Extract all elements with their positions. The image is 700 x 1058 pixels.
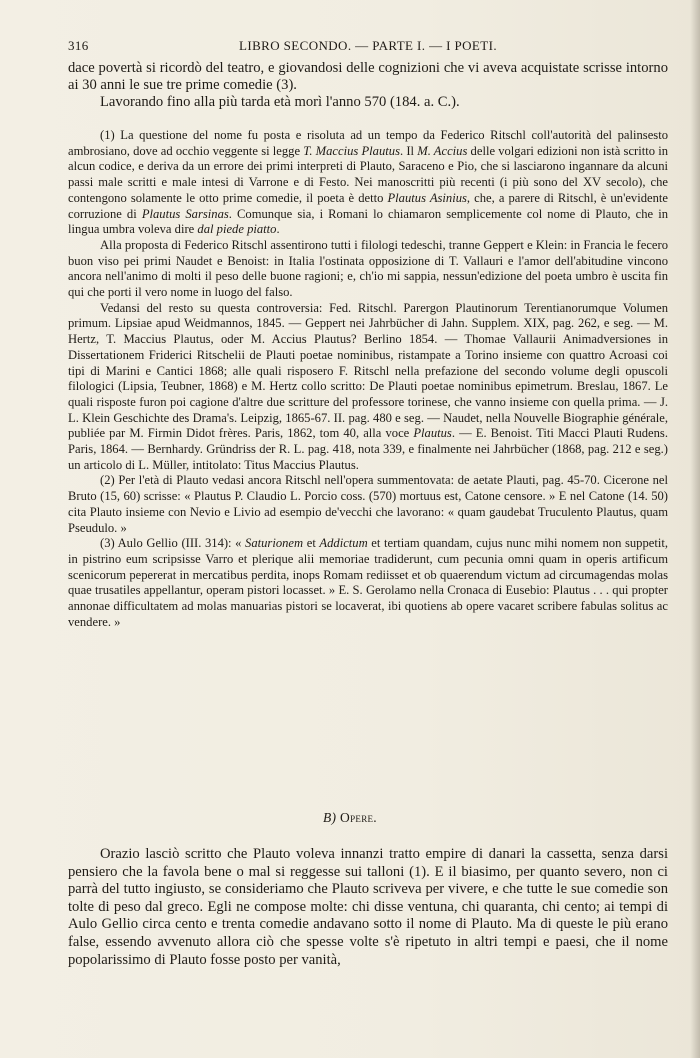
footnote-2: (2) Per l'età di Plauto vedasi ancora Ritschl nell'opera summentovata: de aetate Plauti, pag. 45-70. Cicerone nel Bruto (15, 60) scrisse: « Plautus P. Claudio L. Porcio coss. (570) mortuus est, Catone censore. » E nel Catone (14. 50) cita Plauto insieme con Nevio e Livio ad esempio de'vecchi che lavorano: « quam gaudebat Truculento Plautus, quam Pseudulo. »: [68, 473, 668, 535]
main-paragraph-1: dace povertà si ricordò del teatro, e giovandosi delle cognizioni che vi aveva acquistate scrisse intorno ai 30 anni le sue tre prime comedie (3).: [68, 60, 668, 93]
page-edge-shadow: [690, 0, 700, 1058]
footnote-1-paragraph-2: Alla proposta di Federico Ritschl assentirono tutti i filologi tedeschi, tranne Geppert e Klein: in Francia le fecero buon viso pei primi Naudet e Benoist: in Italia l'ostinata opposizione di T. Vallauri e l'amor dell'abitudine vincono ancora nell'animo di molti il peso delle buone ragioni; e, ch'io mi sappia, nessun'edizione del poeta umbro è uscita fin qui che porti il vero nome in luogo del falso.: [68, 237, 668, 300]
section-title: Opere.: [340, 810, 377, 825]
footnotes: [68, 128, 668, 631]
footnote-1: (1) La questione del nome fu posta e risoluta ad un tempo da Federico Ritschl coll'autorità del palinsesto ambrosiano, dove ad occhio veggente si legge T. Maccius Plautus. Il M. Accius delle volgari edizioni non istà scritto in alcun codice, e deriva da un errore dei primi interpreti di Plauto, Saraceno e Pio, che si lasciarono ingannare da alcuni passi male scritti e male intesi di Varrone e di Festo. Nei manoscritti più recenti (i più sono del XV secolo), che contengono solamente le otto prime comedie, il poeta è detto Plautus Asinius, che, a parere di Ritschl, è un'evidente corruzione di Plautus Sarsinas. Comunque sia, i Romani lo chiamaron semplicemente col nome di Plauto, che in lingua umbra voleva dire dal piede piatto.: [68, 128, 669, 237]
section-paragraph: Orazio lasciò scritto che Plauto voleva innanzi tratto empire di danari la cassetta, senza darsi pensiero che la favola bene o mal si reggesse sui talloni (1). E il biasimo, per quanto severo, non ci parrà del tutto ingiusto, se consideriamo che Plauto scriveva per vivere, e che tutte le sue comedie son tolte di peso dal greco. Egli ne compose molte: chi disse ventuna, chi quaranta, chi cento; ai tempi di Aulo Gellio circa cento e trenta comedie andavano sotto il nome di Plauto. Ma di queste le più erano false, essendo avvenuto allora ciò che spesse volte s'è ripetuto in altri tempi e paesi, che il nome popolarissimo di Plauto fosse posto per vanità,: [68, 846, 668, 968]
main-text: [68, 60, 668, 111]
page-number: 316: [68, 38, 89, 53]
footnote-3: (3) Aulo Gellio (III. 314): « Saturionem et Addictum et tertiam quandam, cujus nunc mihi nomem non suppetit, in pistrino eum scripsisse Varro et plerique alii memoriae tradiderunt, cum pecunia omni quam in operis artificum scenicorum pepererat in mercatibus perdita, inops Romam rediisset et ob quaerendum victum ad circumagendas molas quae trusatiles appellantur, operam pistori locasset. » E. S. Gerolamo nella Cronaca di Eusebio: Plautus . . . qui propter annonae difficultatem ad molas manuarias pistori se locaverat, ibi quotiens ab opere vacaret scribere fabulas solitus ac vendere. »: [68, 536, 668, 629]
section-heading: [0, 810, 700, 826]
running-header: [68, 38, 668, 56]
section-letter: B): [323, 810, 337, 825]
footnote-1-bibliography: Vedansi del resto su questa controversia: Fed. Ritschl. Parergon Plautinorum Terentianorumque Volumen primum. Lipsiae apud Weidmannos, 1845. — Geppert nei Jahrbücher di Jahn. Supplem. XIX, pag. 262, e seg. — M. Hertz, T. Maccius Plautus, oder M. Accius Plautus? Berlino 1854. — Thomae Vallaurii Animadversiones in Dissertationem Friderici Ritschelii de Plauti poetae nominibus, ristampate a Torino insieme con quattro Acroasi coi tipi di Marini e Cantici 1868; alle quali risposero F. Ritschl nella prefazione del secondo volume degli opuscoli filologici (Lipsia, Teubner, 1868) e M. Hertz collo scritto: De Plauti poetae nominibus epimetrum. Breslau, 1867. Le quali risposte furon poi cagione d'altre due scritture del professore torinese, che vanno insieme con quella prima. — J. L. Klein Geschichte des Drama's. Leipzig, 1865-67. II. pag. 480 e seg. — Naudet, nella Nouvelle Biographie générale, publiée par M. Firmin Didot frères. Paris, 1862, tom 40, alla voce Plautus. — E. Benoist. Titi Macci Plauti Rudens. Paris, 1864. — Bernhardy. Gründriss der R. L. pag. 418, nota 339, e finalmente nei Jahrbücher (1868, pag. 212 e seg.) un articolo di L. Müller, intitolato: Titus Maccius Plautus.: [68, 300, 668, 472]
main-paragraph-2: Lavorando fino alla più tarda età morì l'anno 570 (184. a. C.).: [100, 94, 460, 110]
running-title: LIBRO SECONDO. — PARTE I. — I POETI.: [239, 38, 497, 53]
section-body: [68, 846, 668, 969]
